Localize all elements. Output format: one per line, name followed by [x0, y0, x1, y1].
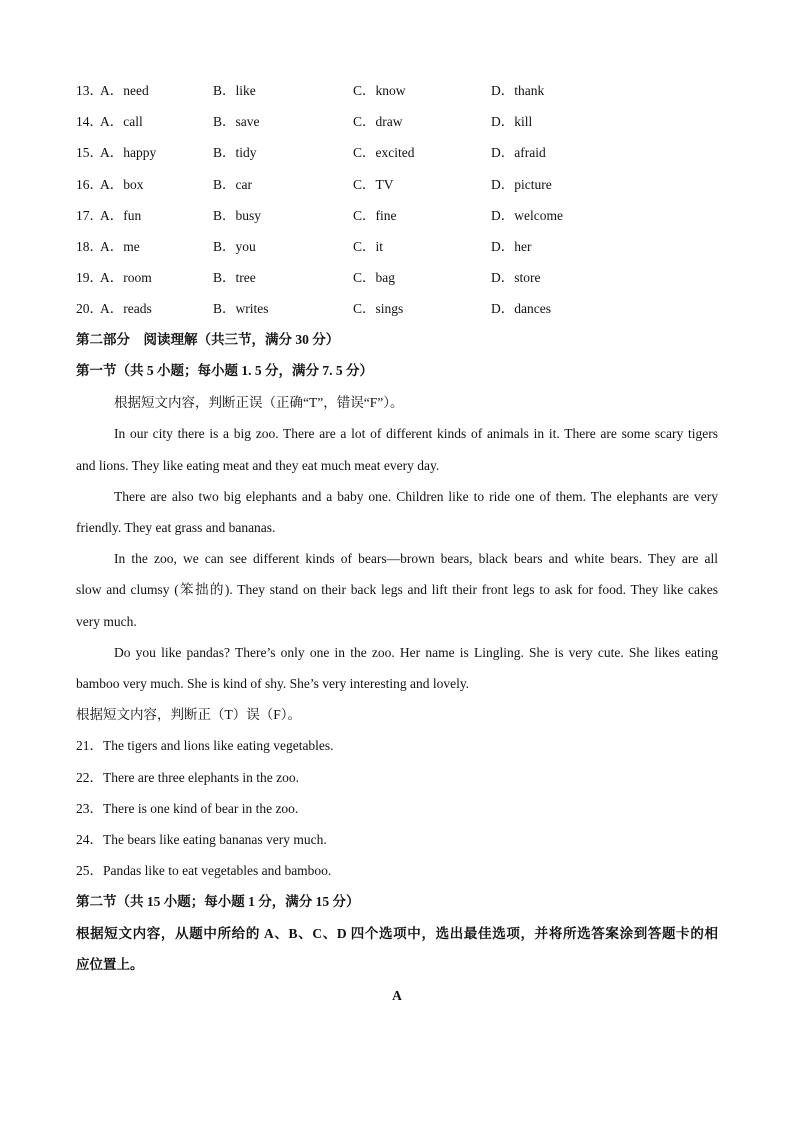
option-d: D．picture [491, 176, 552, 192]
option-row [76, 268, 716, 288]
statement-item: 22．There are three elephants in the zoo. [76, 770, 300, 785]
passage-line: There are also two big elephants and a baby one. Children like to ride one of them. The elephants are very [114, 489, 718, 504]
passage-label: A [392, 988, 402, 1003]
judgement-instruction: 根据短文内容，判断正（T）误（F）。 [76, 707, 302, 722]
question-number: 13． [76, 83, 103, 98]
option-row [76, 206, 716, 226]
passage-line: slow and clumsy (笨拙的). They stand on their back legs and lift their front legs to ask for food. They like cakes [76, 582, 718, 597]
option-a: A．reads [100, 301, 152, 317]
question-number: 16． [76, 176, 103, 192]
option-c: C．draw [353, 114, 403, 130]
option-c: C．excited [353, 145, 415, 161]
option-d: D．store [491, 270, 541, 286]
option-a: A．room [100, 270, 152, 286]
option-a: A．happy [100, 145, 157, 161]
part2-heading: 第二部分 阅读理解（共三节，满分 30 分） [76, 332, 340, 347]
option-b: B．you [213, 239, 256, 254]
option-d: D．welcome [491, 207, 563, 223]
statement-item: 23．There is one kind of bear in the zoo. [76, 801, 299, 816]
question-number: 15． [76, 145, 103, 161]
option-row [76, 299, 716, 319]
question-number: 19． [76, 270, 103, 286]
option-a: A．box [100, 176, 144, 192]
option-b: B．tree [213, 270, 256, 286]
passage-line: In our city there is a big zoo. There are a lot of different kinds of animals in it. There are some scary tigers [114, 426, 718, 441]
passage-line: bamboo very much. She is kind of shy. She’s very interesting and lovely. [76, 676, 470, 691]
option-b: B．save [213, 114, 260, 130]
option-b: B．busy [213, 207, 262, 223]
statement-item: 21．The tigers and lions like eating vegetables. [76, 738, 334, 753]
option-c: C．sings [353, 301, 404, 317]
section2-heading: 第二节（共 15 小题；每小题 1 分，满分 15 分） [76, 894, 360, 909]
option-c: C．fine [353, 207, 397, 223]
option-d: D．dances [491, 301, 551, 317]
statement-item: 24．The bears like eating bananas very much. [76, 832, 327, 847]
option-d: D．her [491, 239, 532, 254]
section2-instruction: 根据短文内容，从题中所给的 A、B、C、D 四个选项中，选出最佳选项，并将所选答案涂到答题卡的相 [76, 926, 718, 941]
option-d: D．thank [491, 83, 545, 98]
option-d: D．afraid [491, 145, 546, 161]
question-number: 17． [76, 207, 103, 223]
option-row [76, 81, 716, 101]
option-d: D．kill [491, 114, 533, 130]
passage-line: In the zoo, we can see different kinds of bears—brown bears, black bears and white bears. They are all [114, 551, 718, 566]
option-c: C．bag [353, 270, 395, 286]
section2-instruction-cont: 应位置上。 [76, 957, 144, 972]
section1-heading: 第一节（共 5 小题；每小题 1. 5 分，满分 7. 5 分） [76, 363, 373, 378]
option-row [76, 112, 716, 132]
option-row [76, 175, 716, 195]
option-c: C．TV [353, 176, 394, 192]
option-c: C．know [353, 83, 406, 98]
option-b: B．writes [213, 301, 269, 317]
question-number: 18． [76, 239, 103, 254]
option-a: A．need [100, 83, 149, 98]
option-a: A．me [100, 239, 140, 254]
question-number: 20． [76, 301, 103, 317]
option-b: B．tidy [213, 145, 257, 161]
passage-line: friendly. They eat grass and bananas. [76, 520, 276, 535]
option-row [76, 237, 716, 257]
option-a: A．fun [100, 207, 142, 223]
option-a: A．call [100, 114, 143, 130]
question-number: 14． [76, 114, 103, 130]
passage-line: Do you like pandas? There’s only one in the zoo. Her name is Lingling. She is very cute. She likes eating [114, 645, 718, 660]
option-c: C．it [353, 239, 384, 254]
option-b: B．like [213, 83, 256, 98]
passage-line: very much. [76, 614, 137, 629]
option-row [76, 143, 716, 163]
option-b: B．car [213, 176, 252, 192]
statement-item: 25．Pandas like to eat vegetables and bamboo. [76, 863, 332, 878]
passage-line: and lions. They like eating meat and they eat much meat every day. [76, 458, 440, 473]
section1-instruction: 根据短文内容，判断正误（正确“T”，错误“F”）。 [114, 395, 404, 410]
